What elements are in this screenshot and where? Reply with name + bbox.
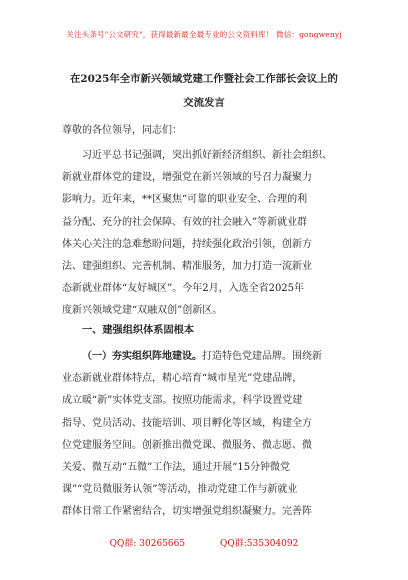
paragraph-line: 影响力。近年来，**区聚焦“可靠的职业安全、合理的利	[62, 194, 308, 206]
paragraph-line: 群体日常工作紧密结合，切实增强党组织凝聚力。完善阵	[62, 506, 312, 518]
paragraph-line: 关爱、微互动“五微”工作法，通过开展“15分钟微党	[62, 462, 291, 474]
paragraph-line	[82, 346, 346, 368]
paragraph-line: 课”“党员微服务认领”等活动，推动党建工作与新就业	[62, 484, 298, 496]
document-title	[40, 67, 368, 115]
subheading-lead: （一）夯实组织阵地建设。	[82, 351, 202, 362]
paragraph-line: 习近平总书记强调，突出抓好新经济组织、新社会组织、	[82, 150, 332, 161]
paragraph-line: 法、建强组织、完善机制、精准服务，加力打造一流新业	[62, 261, 312, 273]
paragraph-line: 益分配、充分的社会保障、有效的社会融入”等新就业群	[62, 216, 308, 228]
paragraph-line: 态新就业群体“友好城区”。今年2月，入选全省2025年	[62, 283, 305, 295]
footer-contact	[0, 536, 408, 549]
paragraph-intro	[62, 145, 346, 323]
paragraph-line: 体关心关注的急难愁盼问题，持续强化政治引领，创新方	[62, 238, 312, 250]
paragraph-line: 指导、党员活动、技能培训、项目孵化等区域，构建全方	[62, 417, 312, 429]
paragraph-line: 业态新就业群体特点，精心培育“城市星光”党建品牌，	[62, 373, 303, 385]
title-line-1: 在2025年全市新兴领域党建工作暨社会工作部长会议上的	[70, 73, 338, 85]
paragraph-line-rest: 打造特色党建品牌。围绕新	[202, 351, 322, 362]
footer-qq-group-1: QQ群: 30265665	[109, 539, 186, 549]
section-heading: 一、建强组织体系固根本	[82, 324, 195, 336]
greeting: 尊敬的各位领导，同志们：	[62, 125, 182, 136]
header-promo-note: 关注头条号"公文研究"，获得最新最全最专业的公文资料库！ 微信：gongwenyj	[66, 30, 342, 39]
paragraph-line: 成立暖“新”实体党支部。按照功能需求，科学设置党建	[62, 395, 303, 407]
paragraph-line: 度新兴领域党建“双融双创”创新区。	[62, 305, 223, 317]
paragraph-line: 位党建服务空间。创新推出微党课、微服务、微志愿、微	[62, 439, 312, 451]
paragraph-line: 新就业群体党的建设，增强党在新兴领域的号召力凝聚力	[62, 172, 312, 184]
title-line-2: 交流发言	[183, 97, 225, 109]
footer-qq-group-2: QQ群:535304092	[220, 539, 299, 549]
paragraph-section1	[62, 346, 346, 524]
